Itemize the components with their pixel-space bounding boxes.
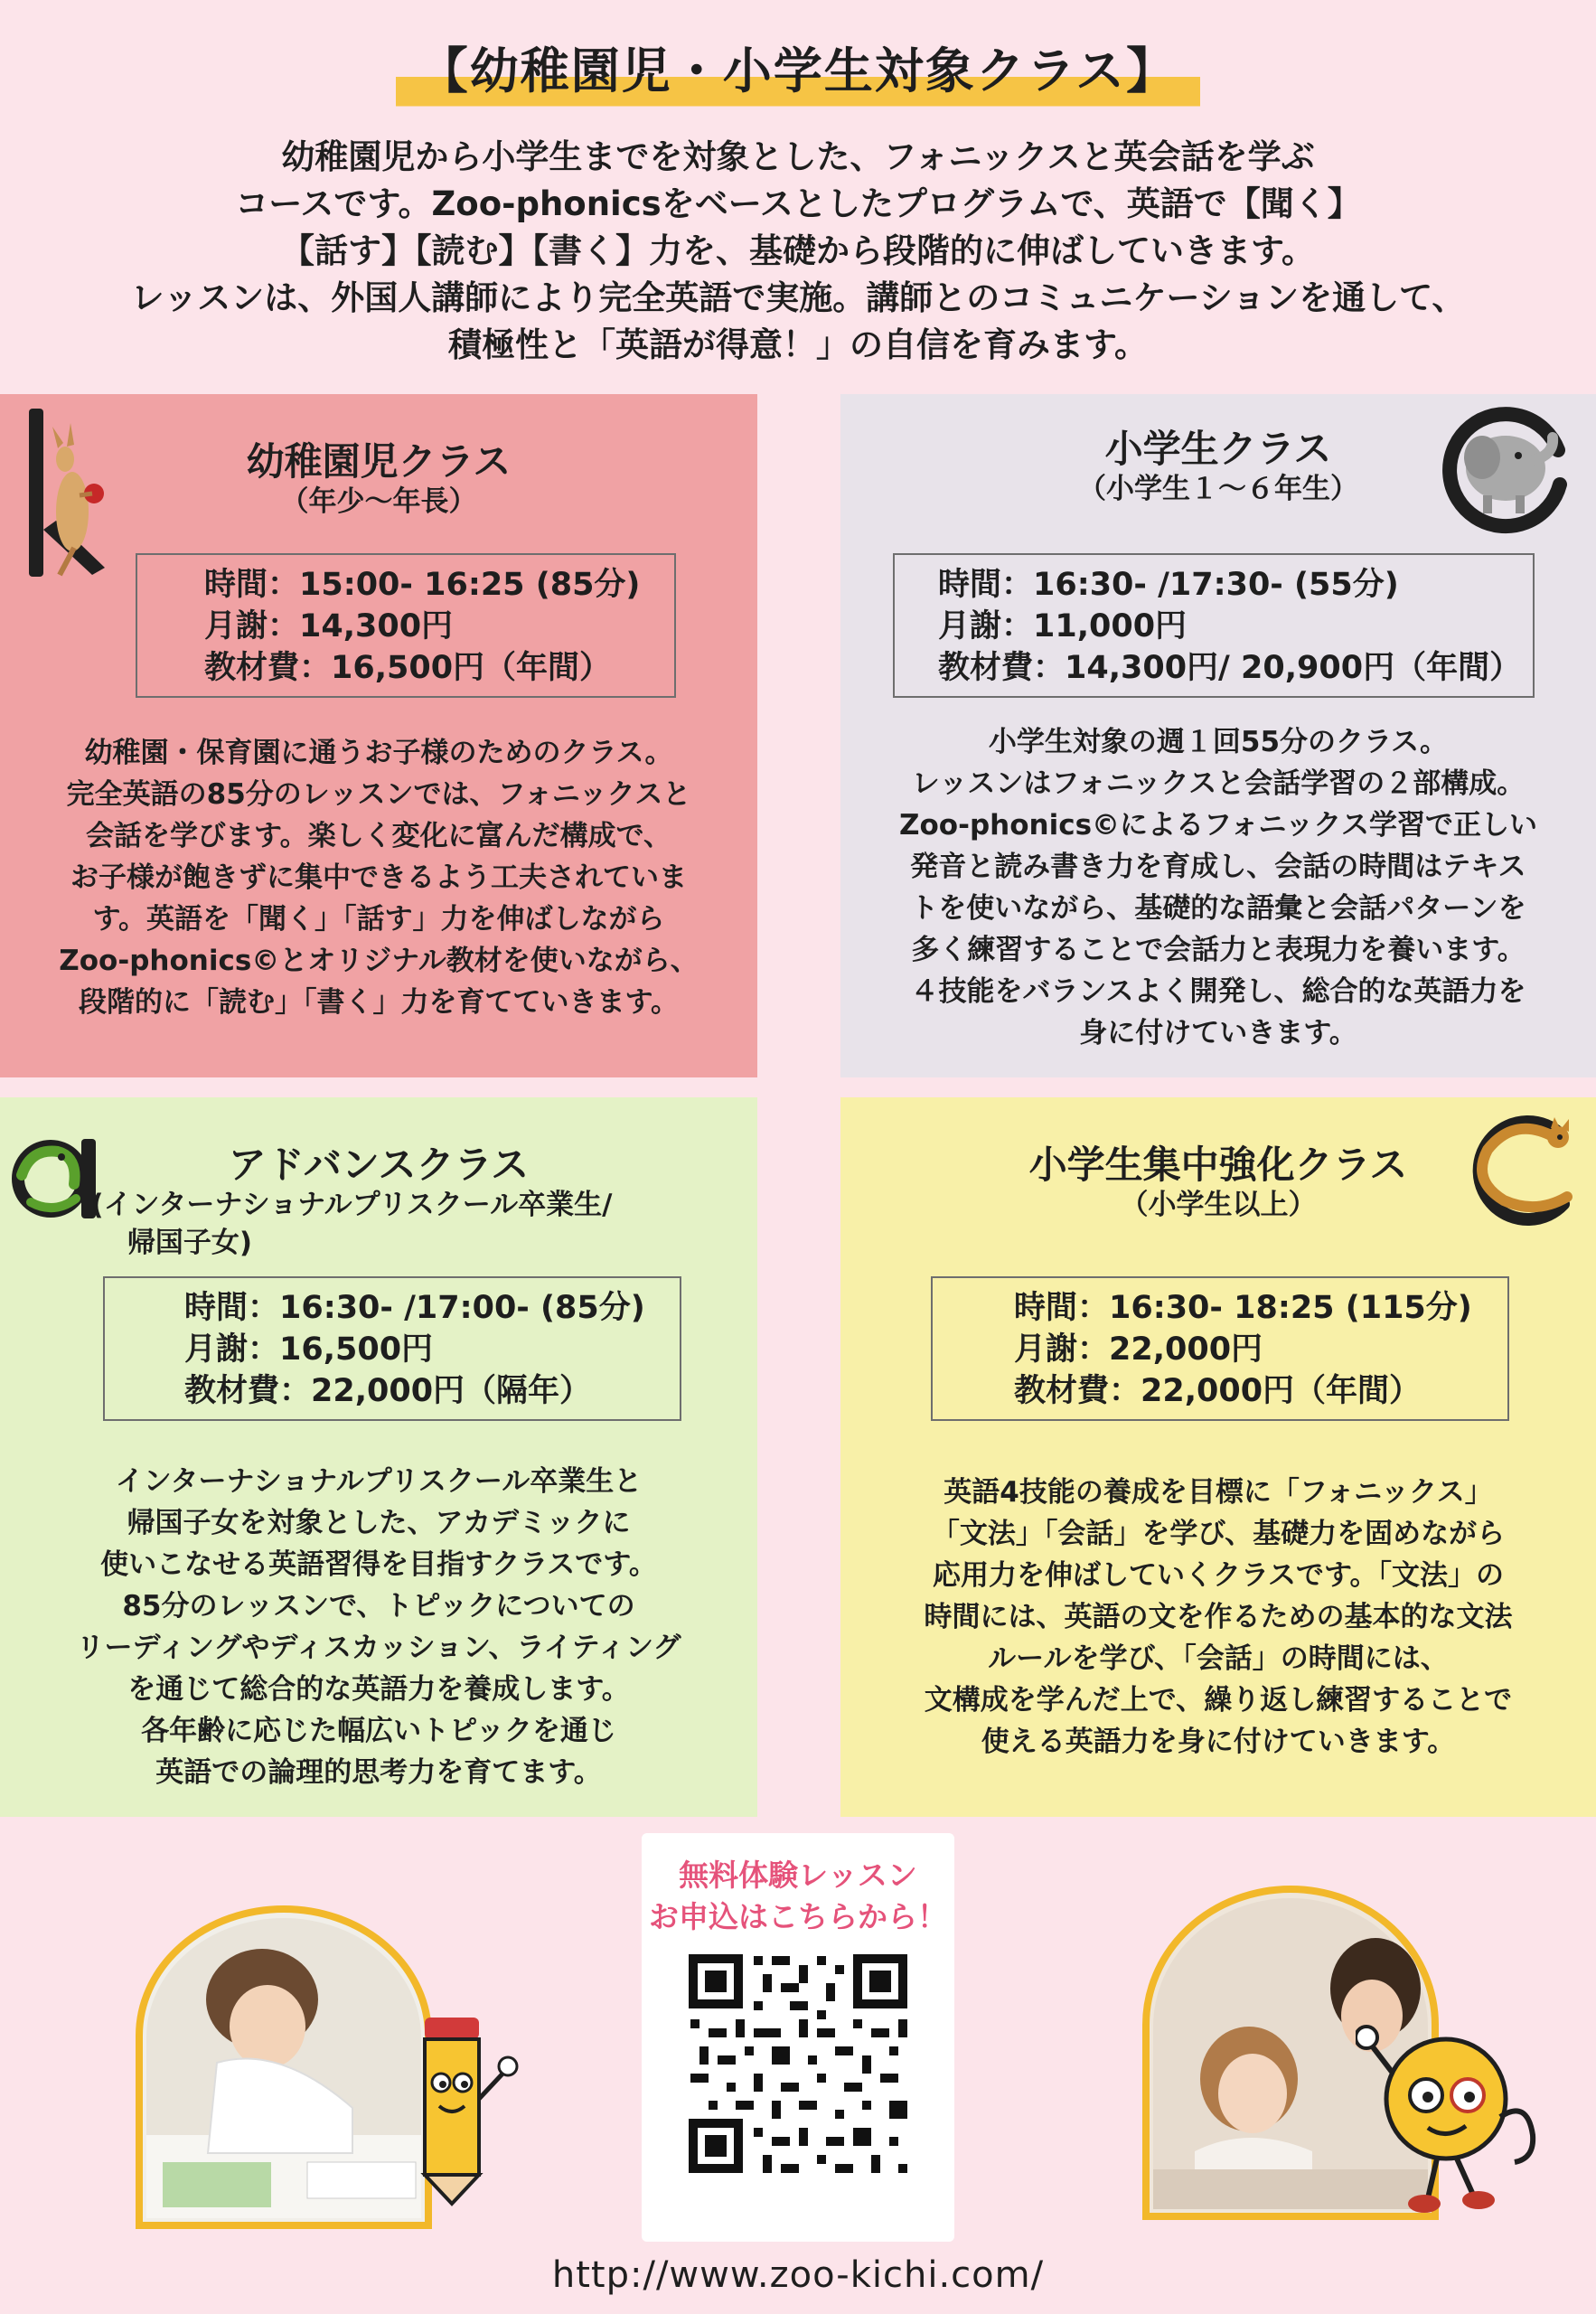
description-line: インターナショナルプリスクール卒業生と — [115, 1465, 643, 1498]
description-line: 英語での論理的思考力を育てます。 — [155, 1756, 602, 1789]
description-line: 多く練習することで会話力と表現力を養います。 — [911, 934, 1526, 966]
description-line: 文構成を学んだ上で、繰り返し練習することで — [924, 1684, 1513, 1717]
description-line: 帰国子女を対象とした、アカデミックに — [127, 1507, 631, 1539]
description-line: 小学生対象の週１回55分のクラス。 — [988, 726, 1449, 758]
description-line: 段階的に「読む」「書く」力を育てていきます。 — [78, 986, 680, 1019]
pencil-mascot-icon — [398, 1999, 524, 2207]
class-title: 小学生クラス — [1104, 427, 1332, 471]
class-description — [840, 1472, 1596, 1763]
description-line: 各年齢に応じた幅広いトピックを通じ — [141, 1715, 616, 1747]
page-title: 【幼稚園児・小学生対象クラス】 — [396, 27, 1200, 113]
class-monthly-fee: 月謝：16,500円 — [184, 1331, 434, 1368]
intro-line: 【話す】【読む】【書く】力を、基礎から段階的に伸ばしていきます。 — [280, 231, 1316, 270]
class-info-box — [103, 1276, 681, 1421]
advanced-class-panel — [0, 1097, 757, 1817]
description-line: 85分のレッスンで、トピックについての — [122, 1590, 635, 1623]
class-description — [0, 1461, 757, 1793]
class-time: 時間：16:30- /17:30- (55分) — [938, 567, 1399, 603]
description-line: 時間には、英語の文を作るための基本的な文法 — [924, 1601, 1513, 1633]
intro-line: 積極性と「英語が得意！」の自信を育みます。 — [447, 325, 1149, 364]
class-info-box — [893, 553, 1535, 698]
class-materials-fee: 教材費：22,000円（年間） — [1014, 1373, 1422, 1409]
intensive-class-panel — [840, 1097, 1596, 1817]
class-title: 幼稚園児クラス — [246, 439, 512, 484]
intro-line: 幼稚園児から小学生までを対象とした、フォニックスと英会話を学ぶ — [281, 137, 1315, 176]
description-line: ルールを学び、「会話」の時間には、 — [988, 1642, 1449, 1675]
class-time: 時間：15:00- 16:25 (85分) — [204, 567, 641, 603]
class-description — [0, 732, 757, 1023]
class-time: 時間：16:30- /17:00- (85分) — [184, 1290, 645, 1326]
description-line: お子様が飽きずに集中できるよう工夫されていま — [70, 861, 687, 894]
description-line: トを使いながら、基礎的な語彙と会話パターンを — [910, 892, 1526, 925]
description-line: 幼稚園・保育園に通うお子様のためのクラス。 — [84, 737, 673, 769]
description-line: リーディングやディスカッション、ライティング — [76, 1632, 681, 1664]
elementary-class-panel — [840, 394, 1596, 1077]
description-line: 完全英語の85分のレッスンでは、フォニックスと — [66, 778, 691, 811]
class-info-box — [931, 1276, 1509, 1421]
class-materials-fee: 教材費：14,300円/ 20,900円（年間） — [938, 650, 1522, 686]
header — [0, 27, 1596, 113]
description-line: す。英語を「聞く」「話す」力を伸ばしながら — [92, 903, 665, 936]
kinder-class-panel — [0, 394, 757, 1077]
description-line: Zoo-phonics©によるフォニックス学習で正しい — [899, 809, 1537, 842]
description-line: 発音と読み書き力を育成し、会話の時間はテキス — [910, 851, 1526, 883]
intro-text — [0, 134, 1596, 369]
qr-code[interactable] — [685, 1951, 911, 2177]
class-subtitle-line-1: (インターナショナルプリスクール卒業生/ — [90, 1189, 613, 1221]
website-link[interactable]: http://www.zoo-kichi.com/ — [551, 2254, 1045, 2296]
description-line: Zoo-phonics©とオリジナル教材を使いながら、 — [59, 945, 699, 977]
intro-line: コースです。Zoo-phonicsをベースとしたプログラムで、英語で【聞く】 — [235, 184, 1361, 223]
qr-cta-box — [642, 1833, 954, 2242]
description-line: 使える英語力を身に付けていきます。 — [981, 1726, 1456, 1758]
class-time: 時間：16:30- 18:25 (115分) — [1014, 1290, 1472, 1326]
cta-line-1: 無料体験レッスン — [679, 1858, 917, 1893]
description-line: 使いこなせる英語習得を目指すクラスです。 — [100, 1548, 657, 1581]
intro-line: レッスンは、外国人講師により完全英語で実施。講師とのコミュニケーションを通して、 — [130, 278, 1466, 317]
class-subtitle: （小学生１〜６年生） — [1078, 473, 1358, 505]
smiley-mascot-icon — [1356, 2008, 1554, 2225]
cta-text — [642, 1855, 954, 1938]
class-description — [840, 721, 1596, 1054]
class-subtitle: （小学生以上） — [1120, 1189, 1317, 1221]
class-subtitle: （年少〜年長） — [280, 485, 477, 518]
description-line: レッスンはフォニックスと会話学習の２部構成。 — [911, 767, 1526, 800]
class-materials-fee: 教材費：22,000円（隔年） — [184, 1373, 592, 1409]
description-line: 「文法」「会話」を学び、基礎力を固めながら — [931, 1518, 1506, 1550]
description-line: 応用力を伸ばしていくクラスです。「文法」の — [932, 1559, 1505, 1592]
class-title: 小学生集中強化クラス — [1028, 1143, 1408, 1187]
description-line: ４技能をバランスよく開発し、総合的な英語力を — [910, 975, 1526, 1008]
description-line: 会話を学びます。楽しく変化に富んだ構成で、 — [86, 820, 671, 852]
class-monthly-fee: 月謝：14,300円 — [204, 608, 454, 644]
class-info-box — [136, 553, 676, 698]
class-monthly-fee: 月謝：22,000円 — [1014, 1331, 1263, 1368]
class-monthly-fee: 月謝：11,000円 — [938, 608, 1188, 644]
class-subtitle-line-2: 帰国子女) — [127, 1227, 253, 1259]
cta-line-2: お申込はこちらから！ — [649, 1899, 947, 1934]
class-title: アドバンスクラス — [228, 1143, 530, 1187]
class-materials-fee: 教材費：16,500円（年間） — [204, 650, 612, 686]
description-line: 身に付けていきます。 — [1079, 1017, 1357, 1049]
description-line: 英語4技能の養成を目標に「フォニックス」 — [944, 1476, 1493, 1509]
description-line: を通じて総合的な英語力を養成します。 — [127, 1673, 630, 1706]
